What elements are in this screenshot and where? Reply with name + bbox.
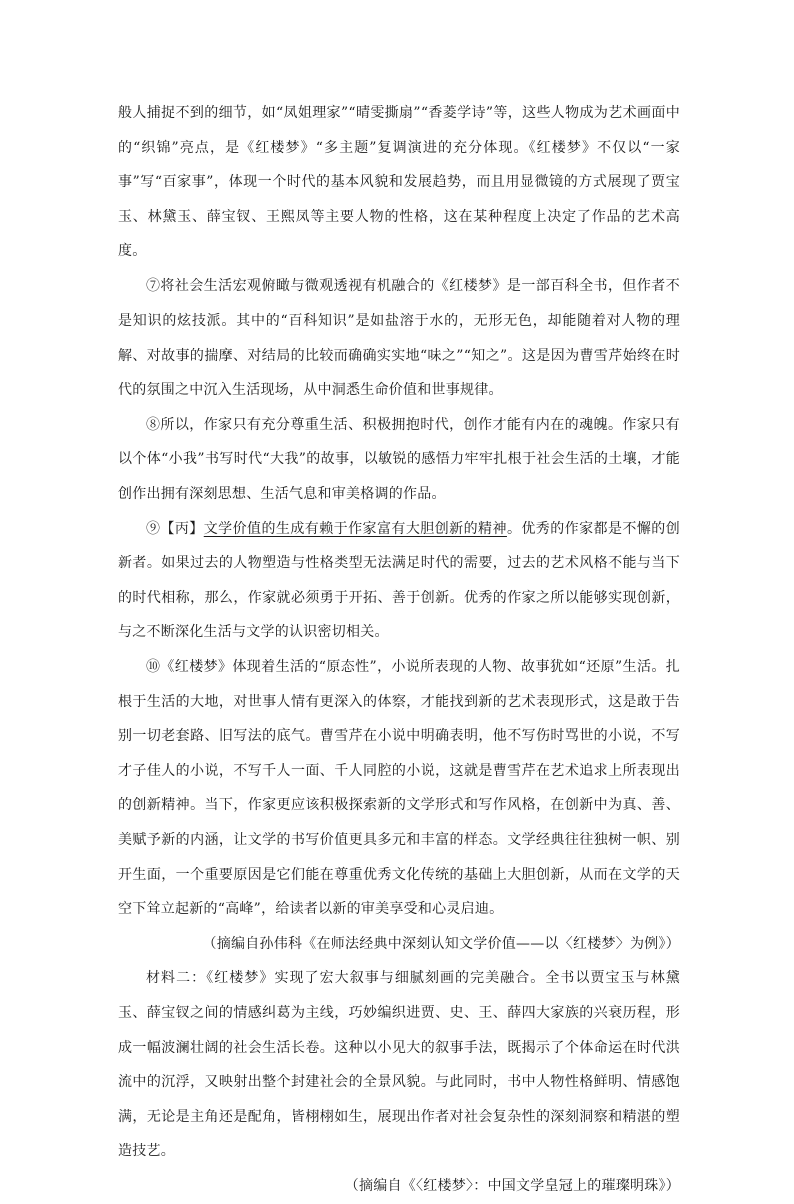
paragraph-7: ⑦将社会生活宏观俯瞰与微观透视有机融合的《红楼梦》是一部百科全书，但作者不是知识的炫技派。其中的“百科知识”是如盐溶于水的，无形无色，却能随着对人物的理解、对故事的揣摩、对结局的比较而确确实实地“味之”“知之”。这是因为曹雪芹始终在时代的氛围之中沉入生活现场，从中洞悉生命价值和世事规律。 [118, 278, 680, 399]
citation-source-1: （摘编自孙伟科《在师法经典中深刻认知文学价值——以〈红楼梦〉为例》） [202, 935, 680, 952]
paragraph-9 [118, 512, 680, 650]
citation-source-2: （摘编自《〈红楼梦〉：中国文学皇冠上的璀璨明珠》） [344, 1177, 680, 1194]
paragraph-10: ⑩《红楼梦》体现着生活的“原态性”，小说所表现的人物、故事犹如“还原”生活。扎根于生活的大地，对世事人情有更深入的体察，才能找到新的艺术表现形式，这是敢于告别一切老套路、旧写法的底气。曹雪芹在小说中明确表明，他不写伤时骂世的小说，不写才子佳人的小说，不写千人一面、千人同腔的小说，这就是曹雪芹在艺术追求上所表现出的创新精神。当下，作家更应该积极探索新的文学形式和写作风格，在创新中为真、善、美赋予新的内涵，让文学的书写价值更具多元和丰富的样态。文学经典往往独树一帜、别开生面，一个重要原因是它们能在尊重优秀文化传统的基础上大胆创新，从而在文学的天空下耸立起新的“高峰”，给读者以新的审美享受和心灵启迪。 [118, 659, 680, 918]
paragraph-9-rest: 。优秀的作家都是不懈的创新者。如果过去的人物塑造与性格类型无法满足时代的需要，过去的艺术风格不能与当下的时代相称，那么，作家就必须勇于开拓、善于创新。优秀的作家之所以能够实现创新，与之不断深化生活与文学的认识密切相关。 [118, 520, 680, 641]
paragraph-8: ⑧所以，作家只有充分尊重生活、积极拥抱时代，创作才能有内在的魂魄。作家只有以个体“小我”书写时代“大我”的故事，以敏锐的感悟力牢牢扎根于社会生活的土壤，才能创作出拥有深刻思想、生活气息和审美格调的作品。 [118, 416, 680, 503]
paragraph-9-prefix: ⑨【丙】 [146, 520, 204, 537]
paragraph-9-underlined-sentence: 文学价值的生成有赖于作家富有大胆创新的精神 [203, 520, 507, 537]
material-2-paragraph: 材料二：《红楼梦》实现了宏大叙事与细腻刻画的完美融合。全书以贾宝玉与林黛玉、薛宝钗之间的情感纠葛为主线，巧妙编织进贾、史、王、薛四大家族的兴衰历程，形成一幅波澜壮阔的社会生活长卷。这种以小见大的叙事手法，既揭示了个体命运在时代洪流中的沉浮，又映射出整个封建社会的全景风貌。与此同时，书中人物性格鲜明、情感饱满，无论是主角还是配角，皆栩栩如生，展现出作者对社会复杂性的深刻洞察和精湛的塑造技艺。 [118, 970, 680, 1160]
document-body [118, 96, 680, 1204]
paragraph-continuation: 般人捕捉不到的细节，如“凤姐理家”“晴雯撕扇”“香菱学诗”等，这些人物成为艺术画面中的“织锦”亮点，是《红楼梦》“多主题”复调演进的充分体现。《红楼梦》不仅以“一家事”写“百家事”，体现一个时代的基本风貌和发展趋势，而且用显微镜的方式展现了贾宝玉、林黛玉、薛宝钗、王熙凤等主要人物的性格，这在某种程度上决定了作品的艺术高度。 [118, 105, 680, 260]
